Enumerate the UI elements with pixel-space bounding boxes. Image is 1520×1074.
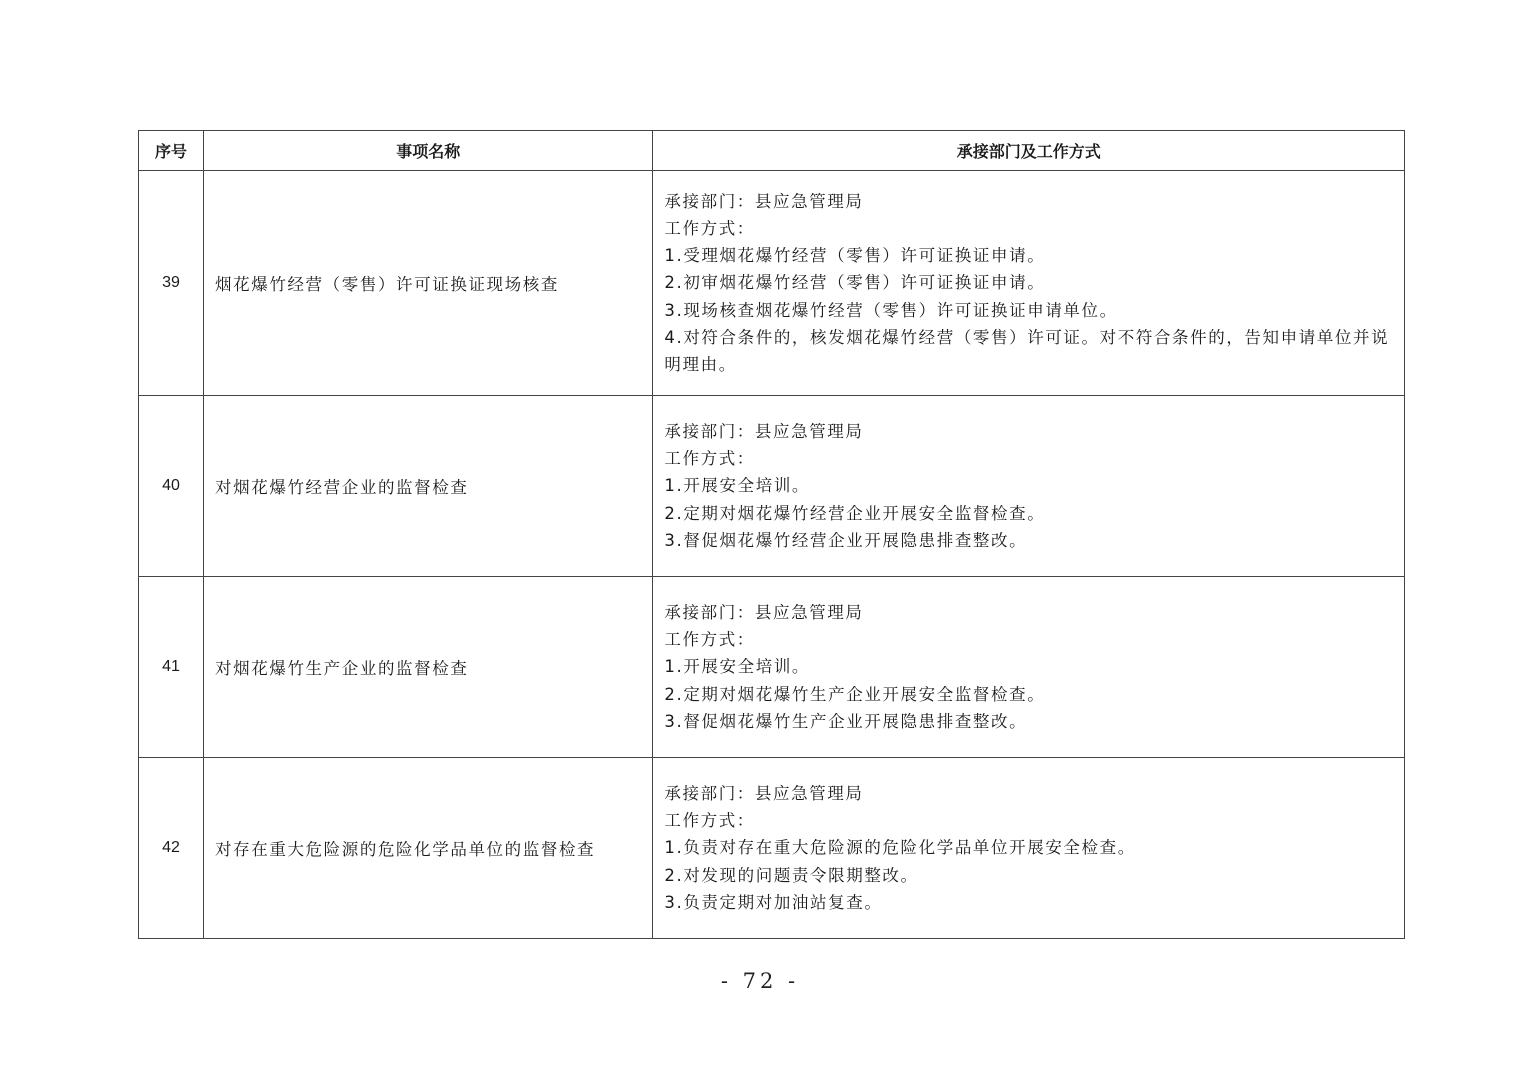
row-item-name: 对烟花爆竹生产企业的监督检查	[204, 577, 653, 758]
dept-line: 2.初审烟花爆竹经营（零售）许可证换证申请。	[664, 273, 1046, 293]
dept-line: 1.开展安全培训。	[664, 476, 811, 496]
dept-line: 工作方式：	[664, 449, 755, 469]
table-row	[139, 577, 1405, 758]
dept-line: 2.对发现的问题责令限期整改。	[664, 865, 919, 885]
table-row	[139, 396, 1405, 577]
row-serial-number: 41	[139, 577, 204, 758]
row-department-method	[653, 758, 1405, 939]
row-department-method	[653, 396, 1405, 577]
row-department-method	[653, 577, 1405, 758]
row-serial-number: 42	[139, 758, 204, 939]
row-department-method	[653, 171, 1405, 396]
dept-line: 承接部门：县应急管理局	[664, 602, 864, 622]
dept-line: 2.定期对烟花爆竹生产企业开展安全监督检查。	[664, 684, 1046, 704]
dept-line: 工作方式：	[664, 630, 755, 650]
dept-line: 3.督促烟花爆竹经营企业开展隐患排查整改。	[664, 530, 1028, 550]
dept-line: 1.开展安全培训。	[664, 657, 811, 677]
dept-line: 承接部门：县应急管理局	[664, 783, 864, 803]
dept-line: 2.定期对烟花爆竹经营企业开展安全监督检查。	[664, 503, 1046, 523]
dept-line: 3.负责定期对加油站复查。	[664, 892, 883, 912]
dept-line: 3.现场核查烟花爆竹经营（零售）许可证换证申请单位。	[664, 300, 1118, 320]
dept-line: 1.受理烟花爆竹经营（零售）许可证换证申请。	[664, 246, 1046, 266]
row-item-name: 烟花爆竹经营（零售）许可证换证现场核查	[204, 171, 653, 396]
table-header-row	[139, 131, 1405, 171]
header-serial-number: 序号	[139, 131, 204, 171]
dept-line: 3.督促烟花爆竹生产企业开展隐患排查整改。	[664, 711, 1028, 731]
header-item-name: 事项名称	[204, 131, 653, 171]
row-serial-number: 40	[139, 396, 204, 577]
row-serial-number: 39	[139, 171, 204, 396]
table-row	[139, 758, 1405, 939]
dept-line: 承接部门：县应急管理局	[664, 421, 864, 441]
dept-line: 工作方式：	[664, 218, 755, 238]
page-number: - 72 -	[720, 969, 800, 993]
dept-line: 承接部门：县应急管理局	[664, 191, 864, 211]
dept-line: 工作方式：	[664, 811, 755, 831]
dept-line: 4.对符合条件的，核发烟花爆竹经营（零售）许可证。对不符合条件的，告知申请单位并说明理由。	[664, 327, 1390, 374]
table-row	[139, 171, 1405, 396]
header-department-method: 承接部门及工作方式	[653, 131, 1405, 171]
row-item-name: 对存在重大危险源的危险化学品单位的监督检查	[204, 758, 653, 939]
row-item-name: 对烟花爆竹经营企业的监督检查	[204, 396, 653, 577]
items-table	[138, 130, 1405, 939]
dept-line: 1.负责对存在重大危险源的危险化学品单位开展安全检查。	[664, 838, 1136, 858]
